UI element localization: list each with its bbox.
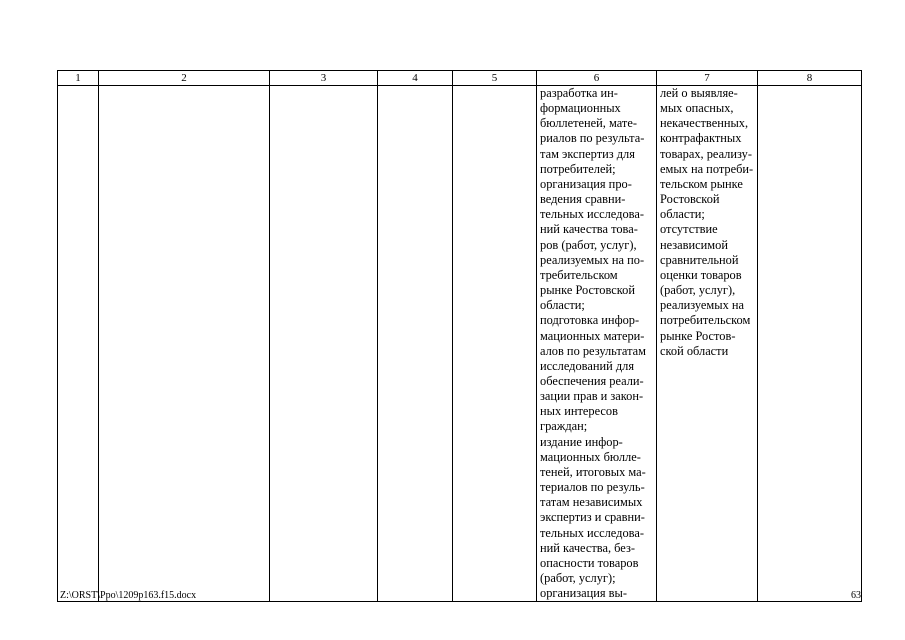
cell-text-measures: разработка ин- формационных бюллетеней, мате- риалов по результа- там экспертиз для потребителей; организация про- ведения сравни- тельных исследова- ний качества това- ров (работ, услуг), реализуемых на по- требительском рынке Ростовской области; подготовка инфор- мационных матери- алов по результатам исследований для обеспечения реали- зации прав и закон- ных интересов граждан; издание инфор- мационных бюлле- теней, итоговых ма- териалов по резуль- татам независимых экспертиз и сравни- тельных исследова- ний качества, без- опасности товаров (работ, услуг); организация вы- (540, 86, 647, 601)
document-table (57, 70, 862, 602)
column-header-4: 4 (378, 71, 453, 86)
table-row (58, 86, 862, 602)
column-header-7: 7 (657, 71, 758, 86)
table-cell-col2 (99, 86, 270, 602)
table-header-row (58, 71, 862, 86)
page-number: 63 (851, 590, 861, 601)
column-header-5: 5 (453, 71, 537, 86)
column-header-8: 8 (758, 71, 862, 86)
table-cell-col7 (657, 86, 758, 602)
table-cell-col3 (270, 86, 378, 602)
table-cell-col4 (378, 86, 453, 602)
table-cell-col8 (758, 86, 862, 602)
column-header-3: 3 (270, 71, 378, 86)
footer-file-path: Z:\ORST\Ppo\1209p163.f15.docx (60, 590, 197, 601)
column-header-6: 6 (537, 71, 657, 86)
table-cell-col5 (453, 86, 537, 602)
column-header-1: 1 (58, 71, 99, 86)
cell-text-risks: лей о выявляе- мых опасных, некачественных, контрафактных товарах, реализу- емых на потреби- тельском рынке Ростовской области; отсутствие независимой сравнительной оценки товаров (работ, услуг), реализуемых на потребительском рынке Ростов- ской области (660, 86, 754, 358)
table-cell-col6 (537, 86, 657, 602)
table-cell-col1 (58, 86, 99, 602)
column-header-2: 2 (99, 71, 270, 86)
